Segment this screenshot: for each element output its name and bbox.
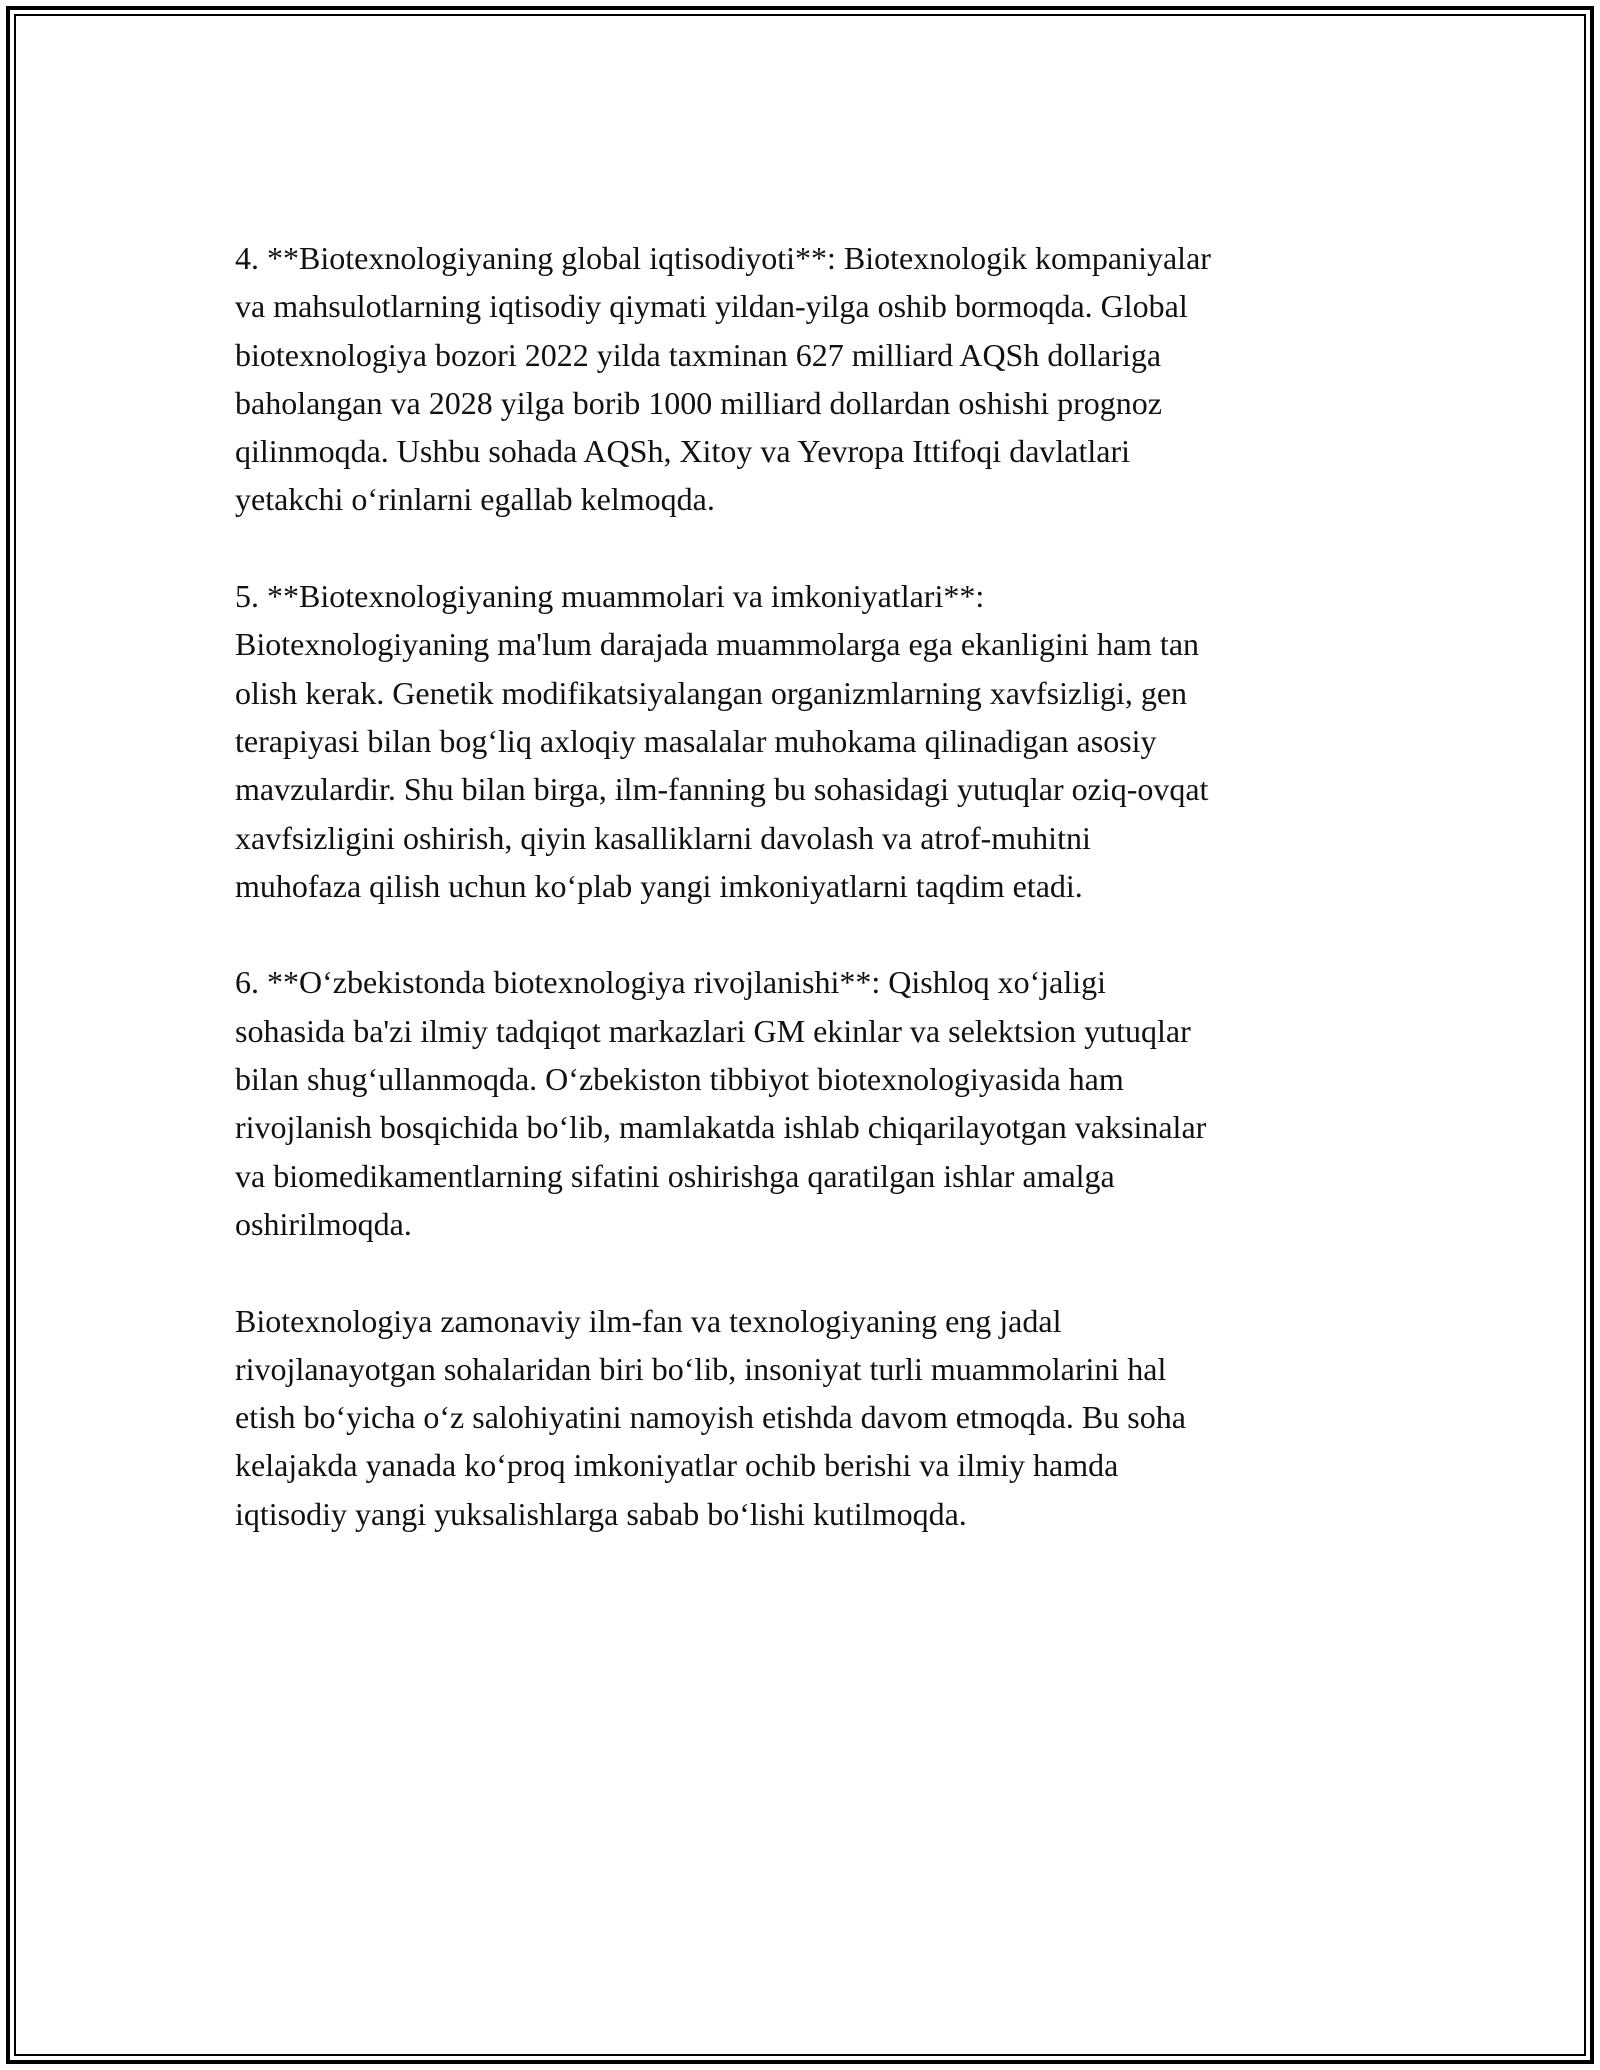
paragraph-conclusion: Biotexnologiya zamonaviy ilm-fan va texnologiyaning eng jadal rivojlanayotgan sohalaridan biri bo‘lib, insoniyat turli muammolarini hal etish bo‘yicha o‘z salohiyatini namoyish etishda davom etmoqda. Bu soha kelajakda yanada ko‘proq imkoniyatlar ochib berishi va ilmiy hamda iqtisodiy yangi yuksalishlarga sabab bo‘lishi kutilmoqda. bbox=[235, 1302, 1186, 1532]
document-body bbox=[235, 234, 1365, 1538]
paragraph-problems-opportunities: 5. **Biotexnologiyaning muammolari va imkoniyatlari**: Biotexnologiyaning ma'lum darajada muammolarga ega ekanligini ham tan olish kerak. Genetik modifikatsiyalangan organizmlarning xavfsizligi, gen terapiyasi bilan bog‘liq axloqiy masalalar muhokama qilinadigan asosiy mavzulardir. Shu bilan birga, ilm-fanning bu sohasidagi yutuqlar oziq-ovqat xavfsizligini oshirish, qiyin kasalliklarni davolash va atrof-muhitni muhofaza qilish uchun ko‘plab yangi imkoniyatlarni taqdim etadi. bbox=[235, 578, 1209, 904]
paragraph-uzbekistan-development: 6. **O‘zbekistonda biotexnologiya rivojlanishi**: Qishloq xo‘jaligi sohasida ba'zi ilmiy tadqiqot markazlari GM ekinlar va selektsion yutuqlar bilan shug‘ullanmoqda. O‘zbekiston tibbiyot biotexnologiyasida ham rivojlanish bosqichida bo‘lib, mamlakatda ishlab chiqarilayotgan vaksinalar va biomedikamentlarning sifatini oshirishga qaratilgan ishlar amalga oshirilmoqda. bbox=[235, 964, 1207, 1242]
paragraph-global-economy: 4. **Biotexnologiyaning global iqtisodiyoti**: Biotexnologik kompaniyalar va mahsulotlarning iqtisodiy qiymati yildan-yilga oshib bormoqda. Global biotexnologiya bozori 2022 yilda taxminan 627 milliard AQSh dollariga baholangan va 2028 yilga borib 1000 milliard dollardan oshishi prognoz qilinmoqda. Ushbu sohada AQSh, Xitoy va Yevropa Ittifoqi davlatlari yetakchi o‘rinlarni egallab kelmoqda. bbox=[235, 240, 1211, 518]
